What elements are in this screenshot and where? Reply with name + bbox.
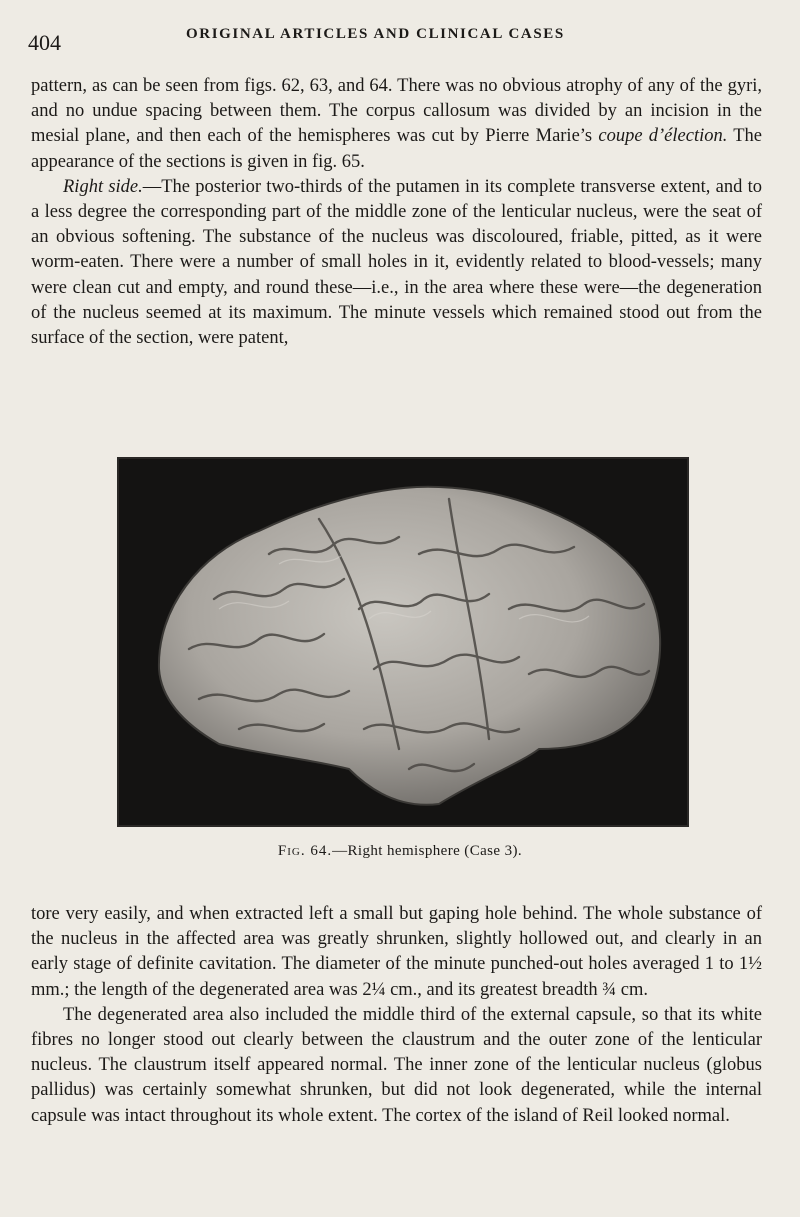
brain-photograph [117,457,689,827]
brain-hemisphere-image [119,459,687,825]
figure-label: Fig. 64. [277,843,333,859]
paragraph-4: The degenerated area also included the middle third of the external capsule, so that its white fibres no longer stood out clearly between the claustrum and the outer zone of the lenticular nucleus. The claustrum itself appeared normal. The inner zone of the lenticular nucleus (globus pallidus) was certainly somewhat shrunken, but did not look degenerated, while the internal capsule was intact throughout its whole extent. The cortex of the island of Reil looked normal. [31,1004,762,1126]
lower-text [31,902,762,1129]
paragraph-1: pattern, as can be seen from figs. 62, 63, and 64. There was no obvious atrophy of any of the gyri, and no undue spacing between them. The corpus callosum was divided by an incision in the mesial plane, and then each of the hemispheres was cut by Pierre Marie’s coupe d’élection. The appearance of the sections is given in fig. 65. [31,76,762,172]
figure-caption-text: —Right hemisphere (Case 3). [332,843,523,859]
upper-text [31,74,762,351]
page-header [28,26,762,60]
paragraph-3: tore very easily, and when extracted left a small but gaping hole behind. The whole substance of the nucleus in the affected area was greatly shrunken, slightly hollowed out, and clearly in an early stage of definite cavitation. The diameter of the minute punched-out holes averaged 1 to 1½ mm.; the length of the degenerated area was 2¼ cm., and its greatest breadth ¾ cm. [31,904,762,1000]
paragraph-right-side: Right side.—The posterior two-thirds of the putamen in its complete transverse extent, and to a less degree the corresponding part of the middle zone of the lenticular nucleus, were the seat of an obvious softening. The substance of the nucleus was discoloured, friable, pitted, as it were worm-eaten. There were a number of small holes in it, evidently related to blood-vessels; many were clean cut and empty, and round these—i.e., in the area where these were—the degeneration of the nucleus seemed at its maximum. The minute vessels which remained stood out from the surface of the section, were patent, [31,176,762,349]
page-number: 404 [28,30,61,55]
running-head: ORIGINAL ARTICLES AND CLINICAL CASES [186,26,565,42]
figure-caption [0,843,800,860]
